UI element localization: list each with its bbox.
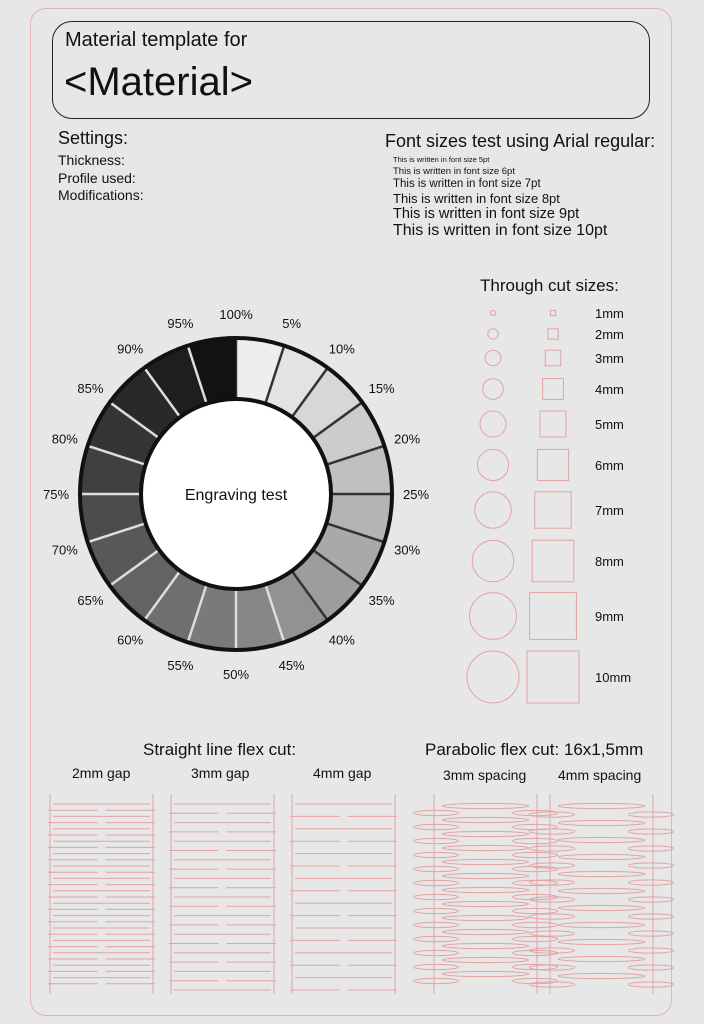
engraving-label-70pct: 70% xyxy=(51,542,78,558)
parabolic-cut xyxy=(628,982,673,987)
parabolic-cut xyxy=(442,831,529,836)
parabolic-cut xyxy=(558,922,645,927)
engraving-label-10pct: 10% xyxy=(328,341,355,357)
parabolic-cut xyxy=(628,965,673,970)
cut-size-label-2mm: 2mm xyxy=(595,327,624,342)
parabolic-cut xyxy=(512,838,557,843)
profile-field: Profile used: xyxy=(58,169,136,186)
parabolic-cut xyxy=(628,812,673,817)
engraving-center-label: Engraving test xyxy=(184,487,288,504)
cut-circle-5mm xyxy=(480,411,506,437)
parabolic-cut xyxy=(442,887,529,892)
engraving-label-35pct: 35% xyxy=(368,592,395,608)
cut-size-label-9mm: 9mm xyxy=(595,609,624,624)
parabolic-cut xyxy=(628,880,673,885)
parabolic-cut xyxy=(558,803,645,808)
parabolic-cut xyxy=(413,810,458,815)
cut-circle-2mm xyxy=(488,329,498,339)
parabolic-cut xyxy=(512,936,557,941)
straight-flex-heading: Straight line flex cut: xyxy=(143,740,297,759)
font-line-6pt: This is written in font size 6pt xyxy=(393,166,515,177)
engraving-label-40pct: 40% xyxy=(328,632,355,648)
engraving-label-100pct: 100% xyxy=(219,307,253,322)
parabolic-cut xyxy=(413,978,458,983)
engraving-label-85pct: 85% xyxy=(77,381,104,397)
cut-size-label-5mm: 5mm xyxy=(595,417,624,432)
cut-square-1mm xyxy=(550,310,555,315)
parabolic-cut xyxy=(413,824,458,829)
engraving-label-65pct: 65% xyxy=(77,592,104,608)
parabolic-cut xyxy=(512,922,557,927)
parabolic-cut xyxy=(628,948,673,953)
cut-circle-8mm xyxy=(472,540,514,582)
parabolic-flex-heading: Parabolic flex cut: 16x1,5mm xyxy=(425,740,644,759)
engraving-label-80pct: 80% xyxy=(51,431,78,447)
parabolic-cut xyxy=(628,863,673,868)
parabolic-cut xyxy=(442,915,529,920)
parabolic-cut xyxy=(529,931,574,936)
cut-circle-3mm xyxy=(485,350,501,366)
parabolic-cut xyxy=(529,846,574,851)
font-line-7pt: This is written in font size 7pt xyxy=(393,178,541,190)
parabolic-cut xyxy=(628,897,673,902)
cut-circle-9mm xyxy=(470,593,517,640)
font-line-5pt: This is written in font size 5pt xyxy=(393,155,490,164)
cut-size-label-8mm: 8mm xyxy=(595,554,624,569)
cut-size-label-3mm: 3mm xyxy=(595,351,624,366)
straight-flex-sample-4mm xyxy=(290,794,397,994)
parabolic-cut xyxy=(413,894,458,899)
settings-heading: Settings: xyxy=(58,128,129,148)
parabolic-cut xyxy=(442,873,529,878)
parabolic-cut xyxy=(442,803,529,808)
parabolic-cut xyxy=(558,973,645,978)
cut-square-2mm xyxy=(548,329,558,339)
parabolic-cut xyxy=(413,866,458,871)
engraving-wheel xyxy=(80,338,392,650)
cut-circle-10mm xyxy=(467,651,519,703)
engraving-label-25pct: 25% xyxy=(402,487,430,502)
parabolic-cut xyxy=(413,936,458,941)
parabolic-cut xyxy=(558,820,645,825)
straight-sample-label-2mm: 2mm gap xyxy=(72,765,131,781)
cut-square-9mm xyxy=(530,593,577,640)
straight-flex-sample-3mm xyxy=(169,794,276,994)
cut-circle-1mm xyxy=(490,310,495,315)
parabolic-cut xyxy=(628,846,673,851)
cut-circle-7mm xyxy=(475,492,511,528)
parabolic-cut xyxy=(512,852,557,857)
material-name: <Material> xyxy=(64,60,253,104)
parabolic-cut xyxy=(413,908,458,913)
cut-size-label-6mm: 6mm xyxy=(595,458,624,473)
engraving-label-60pct: 60% xyxy=(117,632,144,648)
engraving-label-5pct: 5% xyxy=(282,315,302,331)
parabolic-cut xyxy=(413,964,458,969)
cut-circle-4mm xyxy=(483,379,504,400)
parabolic-cut xyxy=(558,837,645,842)
parabolic-cut xyxy=(512,908,557,913)
parabolic-cut xyxy=(558,871,645,876)
engraving-label-95pct: 95% xyxy=(167,315,194,331)
parabolic-flex-sample-3mm xyxy=(413,794,557,994)
engraving-label-20pct: 20% xyxy=(394,431,421,447)
engraving-label-55pct: 55% xyxy=(167,658,194,674)
cut-square-5mm xyxy=(540,411,566,437)
parabolic-flex-sample-4mm xyxy=(529,794,673,994)
engraving-label-75pct: 75% xyxy=(42,487,70,502)
parabolic-cut xyxy=(413,838,458,843)
parabolic-cut xyxy=(628,931,673,936)
parabolic-sample-label-3mm: 3mm spacing xyxy=(443,767,527,783)
straight-sample-label-4mm: 4mm gap xyxy=(313,765,372,781)
cut-square-6mm xyxy=(537,449,568,480)
straight-flex-sample-2mm xyxy=(48,794,155,994)
parabolic-cut xyxy=(558,888,645,893)
title-subtitle: Material template for xyxy=(65,29,248,51)
cut-circle-6mm xyxy=(477,449,508,480)
parabolic-cut xyxy=(558,956,645,961)
parabolic-cut xyxy=(442,845,529,850)
parabolic-sample-label-4mm: 4mm spacing xyxy=(558,767,642,783)
parabolic-cut xyxy=(442,817,529,822)
parabolic-cut xyxy=(413,852,458,857)
parabolic-cut xyxy=(529,829,574,834)
engraving-label-45pct: 45% xyxy=(278,658,305,674)
cut-square-10mm xyxy=(527,651,579,703)
cut-square-3mm xyxy=(545,350,561,366)
cut-size-label-10mm: 10mm xyxy=(595,670,632,685)
thickness-field: Thickness: xyxy=(58,152,125,168)
cut-size-label-4mm: 4mm xyxy=(595,382,624,397)
cut-square-4mm xyxy=(543,379,564,400)
parabolic-cut xyxy=(442,957,529,962)
parabolic-cut xyxy=(442,943,529,948)
parabolic-cut xyxy=(413,922,458,927)
engraving-label-30pct: 30% xyxy=(394,542,421,558)
parabolic-cut xyxy=(442,901,529,906)
font-line-10pt: This is written in font size 10pt xyxy=(393,222,608,239)
engraving-label-15pct: 15% xyxy=(368,381,395,397)
parabolic-cut xyxy=(529,914,574,919)
parabolic-cut xyxy=(413,880,458,885)
font-line-9pt: This is written in font size 9pt xyxy=(393,206,580,222)
font-test-heading: Font sizes test using Arial regular: xyxy=(385,131,656,151)
parabolic-cut xyxy=(558,939,645,944)
cut-size-label-1mm: 1mm xyxy=(595,306,624,321)
cut-square-8mm xyxy=(532,540,574,582)
parabolic-cut xyxy=(558,905,645,910)
through-cut-heading: Through cut sizes: xyxy=(480,276,619,295)
parabolic-cut xyxy=(628,829,673,834)
parabolic-cut xyxy=(628,914,673,919)
cut-square-7mm xyxy=(535,492,571,528)
parabolic-cut xyxy=(442,929,529,934)
parabolic-cut xyxy=(558,854,645,859)
flex-cut-samples xyxy=(48,794,674,994)
parabolic-cut xyxy=(413,950,458,955)
straight-sample-label-3mm: 3mm gap xyxy=(191,765,250,781)
parabolic-cut xyxy=(442,859,529,864)
engraving-label-50pct: 50% xyxy=(222,667,250,682)
parabolic-cut xyxy=(442,971,529,976)
engraving-label-90pct: 90% xyxy=(117,341,144,357)
cut-size-label-7mm: 7mm xyxy=(595,503,624,518)
through-cut-shapes xyxy=(467,306,631,703)
modifications-field: Modifications: xyxy=(58,187,144,203)
font-line-8pt: This is written in font size 8pt xyxy=(393,191,560,206)
